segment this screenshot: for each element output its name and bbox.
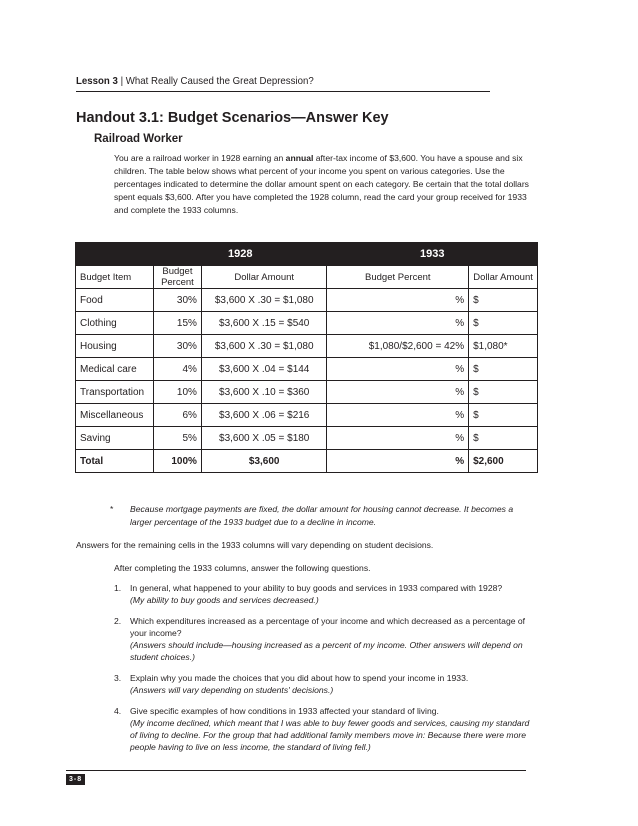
percent-1928-cell: 30% [153, 289, 201, 312]
percent-1933-cell: % [327, 289, 469, 312]
column-header-row [76, 266, 538, 289]
table-row [76, 358, 538, 381]
footnote-marker: * [110, 504, 114, 514]
dollar-1928-cell: $3,600 X .15 = $540 [201, 312, 327, 335]
intro-text-2: after-tax income of $3,600. You have a spouse and six children. The table below shows what percent of your income you spent on various categories. Use the percentages indicated to determine the dollar amount spent on each category. Be certain that the total dollars spent equals $3,600. After you have completed the 1928 column, read the card your group received for 1933 and complete the 1933 columns. [114, 153, 529, 215]
question-text: Which expenditures increased as a percentage of your income and which decreased as a percentage of your income? [130, 616, 526, 638]
question-number: 3. [114, 673, 122, 683]
budget-item-cell: Housing [76, 335, 154, 358]
total-percent-1933-cell: % [327, 450, 469, 473]
footnote-text: Because mortgage payments are fixed, the dollar amount for housing cannot decrease. It becomes a larger percentage of the 1933 budget due to a decline in income. [130, 504, 514, 527]
list-item [114, 705, 534, 753]
budget-item-cell: Saving [76, 427, 154, 450]
percent-1928-cell: 30% [153, 335, 201, 358]
budget-item-cell: Food [76, 289, 154, 312]
total-dollar-1928-cell: $3,600 [201, 450, 327, 473]
answer-text: (My ability to buy goods and services decreased.) [130, 595, 319, 605]
budget-item-cell: Transportation [76, 381, 154, 404]
dollar-1928-cell: $3,600 X .06 = $216 [201, 404, 327, 427]
footnote [110, 503, 530, 529]
percent-1933-cell: % [327, 381, 469, 404]
dollar-1933-cell: $ [469, 404, 538, 427]
page-title: Handout 3.1: Budget Scenarios—Answer Key [76, 110, 389, 126]
col-header-budget-item: Budget Item [76, 266, 154, 289]
answer-text: (Answers will vary depending on students' decisions.) [130, 685, 334, 695]
question-text: Give specific examples of how conditions in 1933 affected your standard of living. [130, 706, 439, 716]
table-row [76, 335, 538, 358]
lesson-title: What Really Caused the Great Depression? [125, 75, 314, 87]
dollar-1933-cell: $ [469, 381, 538, 404]
table-row [76, 404, 538, 427]
col-header-dollar-amount-1928: Dollar Amount [201, 266, 327, 289]
budget-item-cell: Clothing [76, 312, 154, 335]
col-header-budget-percent-1928: Budget Percent [153, 266, 201, 289]
total-label-cell: Total [76, 450, 154, 473]
blank-header-cell [76, 243, 154, 266]
header-separator: | [120, 75, 124, 87]
dollar-1928-cell: $3,600 X .30 = $1,080 [201, 335, 327, 358]
scenario-subtitle: Railroad Worker [94, 133, 183, 145]
total-dollar-1933-cell: $2,600 [469, 450, 538, 473]
dollar-1933-cell: $ [469, 289, 538, 312]
dollar-1933-cell: $ [469, 312, 538, 335]
table-row [76, 312, 538, 335]
total-percent-1928-cell: 100% [153, 450, 201, 473]
table-row [76, 427, 538, 450]
percent-1933-cell: % [327, 358, 469, 381]
question-number: 4. [114, 706, 122, 716]
question-text: In general, what happened to your ability to buy goods and services in 1933 compared with 1928? [130, 583, 503, 593]
page-number: 3-8 [66, 774, 85, 785]
answers-note: Answers for the remaining cells in the 1933 columns will vary depending on student decisions. [76, 540, 434, 550]
lesson-label: Lesson 3 [76, 75, 118, 87]
intro-bold-word: annual [285, 153, 314, 163]
question-text: Explain why you made the choices that you did about how to spend your income in 1933. [130, 673, 469, 683]
answer-text: (My income declined, which meant that I was able to buy fewer goods and services, causing my standard of living to decline. For the group that had additional family members move in: Because there were more people having to live on less income, the standard of living fell.) [130, 718, 530, 752]
dollar-1933-cell: $1,080* [469, 335, 538, 358]
budget-item-cell: Medical care [76, 358, 154, 381]
percent-1933-cell: % [327, 427, 469, 450]
table-row [76, 381, 538, 404]
budget-item-cell: Miscellaneous [76, 404, 154, 427]
dollar-1928-cell: $3,600 X .05 = $180 [201, 427, 327, 450]
table-row [76, 289, 538, 312]
percent-1928-cell: 15% [153, 312, 201, 335]
answer-text: (Answers should include—housing increased as a percent of my income. Other answers will depend on student choices.) [130, 640, 523, 662]
col-header-dollar-amount-1933: Dollar Amount [469, 266, 538, 289]
total-row [76, 450, 538, 473]
questions-intro: After completing the 1933 columns, answer the following questions. [114, 563, 371, 573]
intro-paragraph [114, 152, 534, 217]
footer-divider [66, 770, 526, 771]
dollar-1928-cell: $3,600 X .04 = $144 [201, 358, 327, 381]
year-header-row [76, 243, 538, 266]
percent-1928-cell: 4% [153, 358, 201, 381]
lesson-header [76, 75, 490, 92]
percent-1928-cell: 6% [153, 404, 201, 427]
question-number: 2. [114, 616, 122, 626]
question-list [114, 582, 534, 762]
percent-1928-cell: 5% [153, 427, 201, 450]
percent-1933-cell: % [327, 312, 469, 335]
dollar-1933-cell: $ [469, 427, 538, 450]
intro-text-1: You are a railroad worker in 1928 earning an [114, 153, 286, 163]
percent-1928-cell: 10% [153, 381, 201, 404]
dollar-1928-cell: $3,600 X .10 = $360 [201, 381, 327, 404]
list-item [114, 582, 534, 606]
dollar-1933-cell: $ [469, 358, 538, 381]
list-item [114, 615, 534, 663]
budget-table [75, 242, 538, 473]
dollar-1928-cell: $3,600 X .30 = $1,080 [201, 289, 327, 312]
year-1928-header: 1928 [153, 243, 327, 266]
percent-1933-cell: $1,080/$2,600 = 42% [327, 335, 469, 358]
question-number: 1. [114, 583, 122, 593]
year-1933-header: 1933 [327, 243, 538, 266]
list-item [114, 672, 534, 696]
col-header-budget-percent-1933: Budget Percent [327, 266, 469, 289]
percent-1933-cell: % [327, 404, 469, 427]
